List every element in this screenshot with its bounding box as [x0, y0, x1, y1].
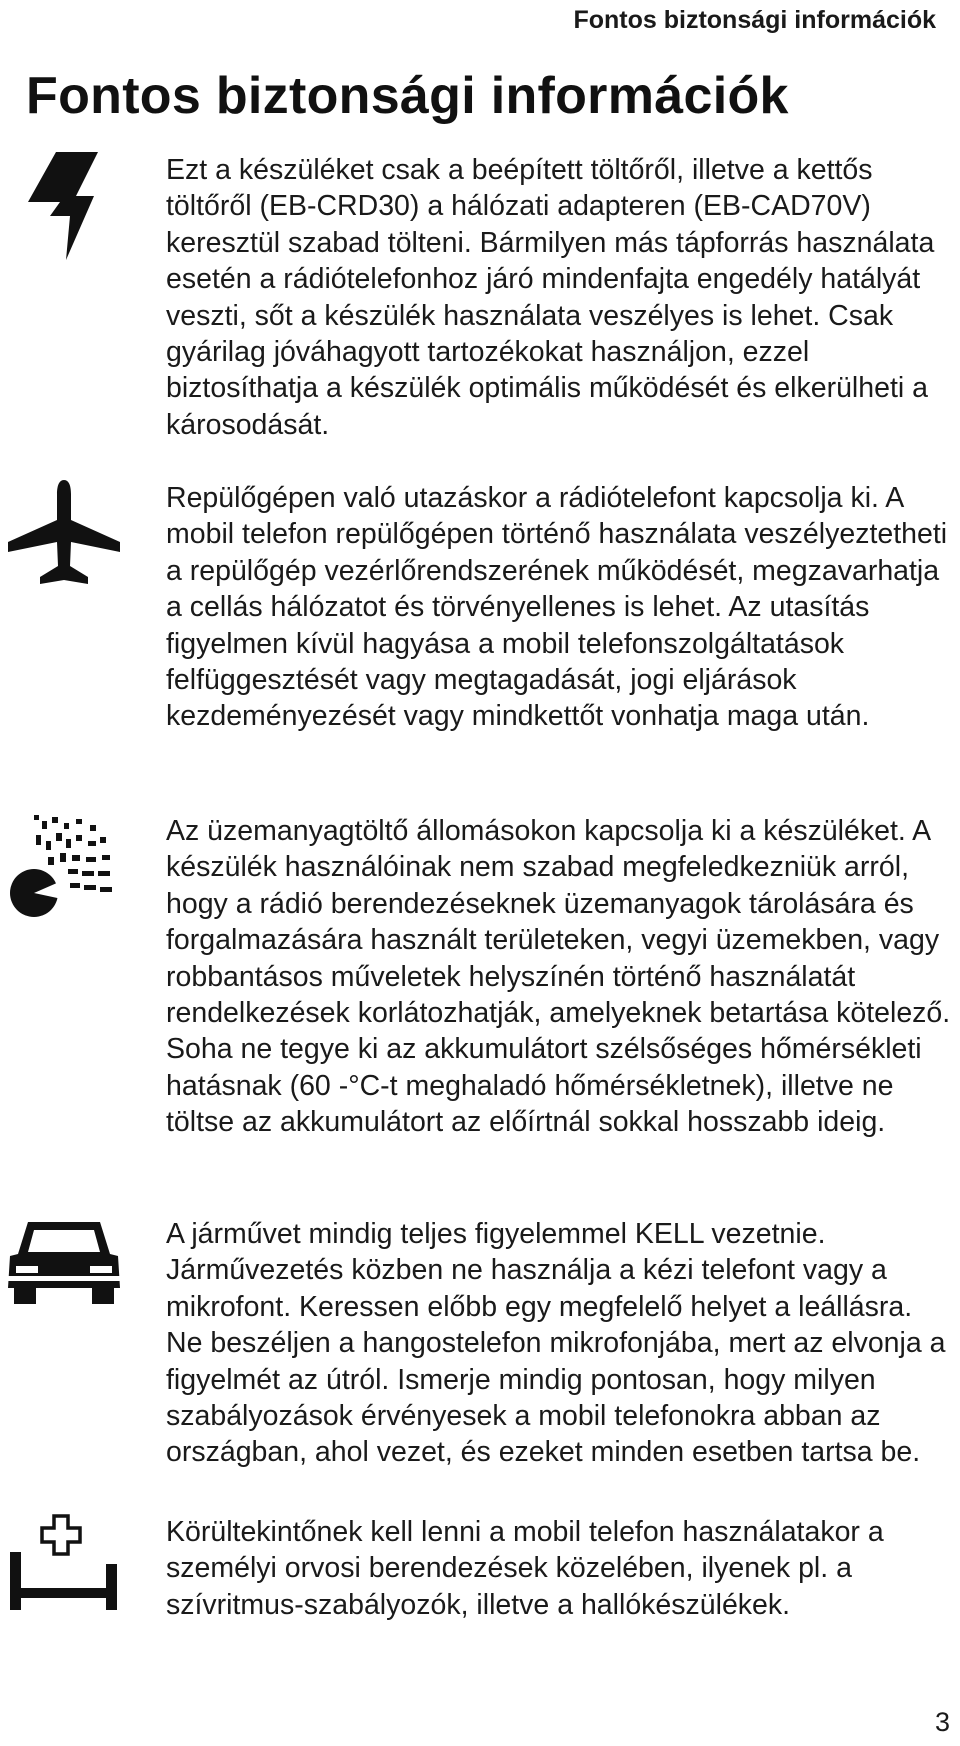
hospital-bed-icon — [8, 1514, 118, 1610]
airplane-icon — [8, 480, 120, 584]
lightning-bolt-icon — [26, 152, 100, 260]
explosion-icon — [8, 813, 116, 919]
section-text: Repülőgépen való utazáskor a rádiótelefont kapcsolja ki. A mobil telefon repülőgépen történő használata veszélyeztetheti a repülőgép vezérlőrendszerének működését, megzavarhatja a cellás hálózatot és törvényellenes is lehet. Az utasítás figyelmen kívül hagyása a mobil telefonszolgáltatások felfüggesztését vagy megtagadását, jogi eljárások kezdeményezését vagy mindkettőt vonhatja maga után. — [166, 482, 948, 733]
section-text: A járművet mindig teljes figyelemmel KELL vezetnie. Járművezetés közben ne használja a kézi telefont vagy a mikrofont. Keressen előbb egy megfelelő helyet a leállásra. Ne beszéljen a hangostelefon mikrofonjába, mert az elvonja a figyelmét az útról. Ismerje mindig pontosan, hogy milyen szabályozások érvényesek a mobil telefonokra abban az országban, ahol vezet, és ezeket minden esetben tartsa be. — [166, 1218, 946, 1469]
page-title: Fontos biztonsági információk — [26, 67, 789, 125]
section-text: Körültekintőnek kell lenni a mobil telefon használatakor a személyi orvosi berendezések közelében, ilyenek pl. a szívritmus-szabályozók, illetve a hallókészülékek. — [166, 1516, 884, 1621]
running-header: Fontos biztonsági információk — [573, 6, 936, 34]
car-icon — [6, 1216, 122, 1308]
section-text: Az üzemanyagtöltő állomásokon kapcsolja ki a készüléket. A készülék használóinak nem szabad megfeledkezniük arról, hogy a rádió berendezéseknek üzemanyagok tárolására és forgalmazására használt területeken, vegyi üzemekben, vagy robbantásos műveletek helyszínén történő használatát rendelkezések korlátozhatják, amelyeknek betartása kötelező. Soha ne tegye ki az akkumulátort szélsőséges hőmérsékleti hatásnak (60 -°C-t meghaladó hőmérsékletnek), illetve ne töltse az akkumulátort az előírtnál sokkal hosszabb ideig. — [166, 815, 951, 1139]
page-number: 3 — [934, 1707, 950, 1737]
section-text: Ezt a készüléket csak a beépített töltőről, illetve a kettős töltőről (EB-CRD30) a hálózati adapteren (EB-CAD70V) keresztül szabad tölteni. Bármilyen más tápforrás használata esetén a rádiótelefonhoz járó mindenfajta engedély hatályát veszti, sőt a készülék használata veszélyes is lehet. Csak gyárilag jóváhagyott tartozékokat használjon, ezzel biztosíthatja a készülék optimális működését és elkerülheti a károsodását. — [166, 154, 935, 441]
